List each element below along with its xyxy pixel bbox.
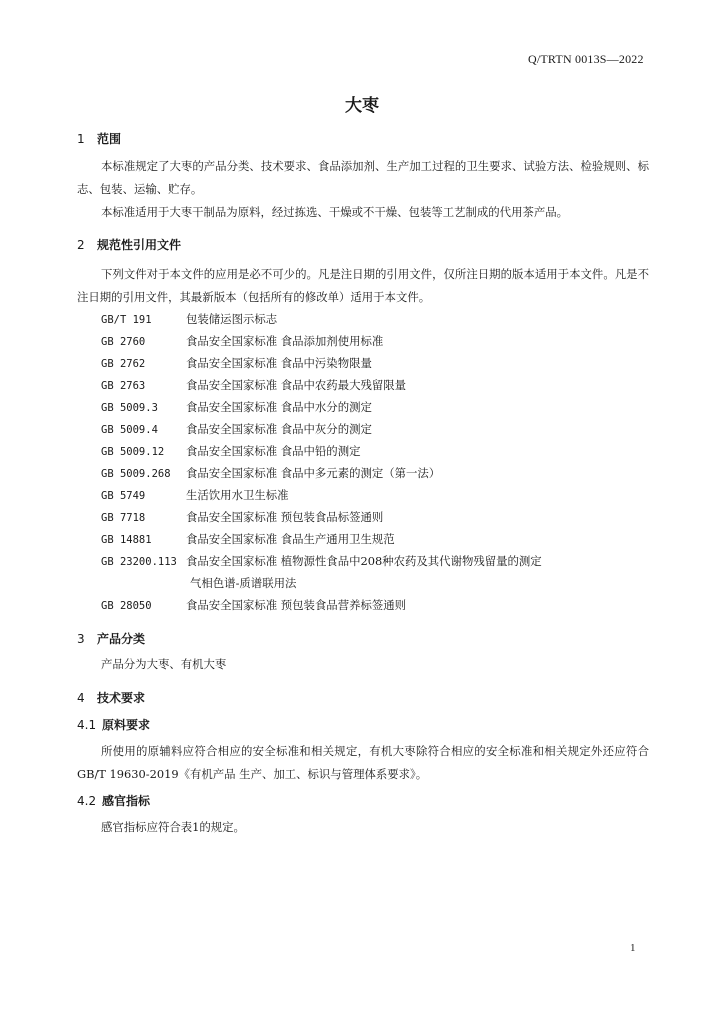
- reference-code: GB/T 191: [101, 314, 152, 326]
- section-title: 技术要求: [97, 691, 146, 705]
- section-number: 2: [77, 238, 85, 252]
- reference-code: GB 5749: [101, 490, 146, 502]
- reference-item: [101, 531, 395, 547]
- section-1-heading: [77, 130, 121, 147]
- paragraph-refs-intro: 下列文件对于本文件的应用是必不可少的。凡是注日期的引用文件，仅所注日期的版本适用于本文件。凡是不注日期的引用文件，其最新版本（包括所有的修改单）适用于本文件。: [77, 267, 649, 304]
- doc-code: Q/TRTN 0013S—2022: [528, 52, 644, 66]
- reference-item: [101, 597, 406, 613]
- paragraph-classification: 产品分为大枣、有机大枣: [101, 657, 227, 671]
- paragraph-scope-1: 本标准规定了大枣的产品分类、技术要求、食品添加剂、生产加工过程的卫生要求、试验方法、检验规则、标志、包装、运输、贮存。: [77, 159, 649, 196]
- reference-item: [101, 553, 542, 569]
- reference-item: [101, 443, 360, 459]
- reference-code: GB 14881: [101, 534, 152, 546]
- reference-item: [101, 421, 372, 437]
- reference-name: 食品安全国家标准 植物源性食品中208种农药及其代谢物残留量的测定: [186, 554, 542, 568]
- reference-name-continued: 气相色谱-质谱联用法: [190, 576, 297, 590]
- section-title: 感官指标: [102, 794, 151, 808]
- section-number: 3: [77, 632, 85, 646]
- section-number: 4: [77, 691, 85, 705]
- section-title: 范围: [97, 132, 122, 146]
- page-number: 1: [630, 942, 636, 954]
- reference-code: GB 5009.12: [101, 446, 165, 458]
- reference-name: 食品安全国家标准 预包装食品营养标签通则: [186, 598, 407, 612]
- reference-code: GB 5009.3: [101, 402, 158, 414]
- reference-code: GB 5009.4: [101, 424, 158, 436]
- reference-code: GB 2763: [101, 380, 146, 392]
- reference-code: GB 23200.113: [101, 556, 177, 568]
- reference-item: [101, 509, 383, 525]
- paragraph-raw-material: 所使用的原辅料应符合相应的安全标准和相关规定，有机大枣除符合相应的安全标准和相关规定外还应符合GB/T 19630-2019《有机产品 生产、加工、标识与管理体系要求》。: [77, 744, 649, 781]
- reference-item: [101, 377, 406, 393]
- reference-code: GB 2762: [101, 358, 146, 370]
- reference-item: [101, 487, 289, 503]
- section-number: 4.2: [77, 794, 97, 808]
- section-4-1-heading: [77, 716, 150, 733]
- reference-name: 食品安全国家标准 食品中污染物限量: [186, 356, 372, 370]
- section-number: 4.1: [77, 718, 97, 732]
- reference-name: 生活饮用水卫生标准: [186, 488, 289, 502]
- section-3-heading: [77, 630, 145, 647]
- reference-name: 食品安全国家标准 食品中铅的测定: [186, 444, 361, 458]
- reference-name: 食品安全国家标准 食品中多元素的测定（第一法）: [186, 466, 441, 480]
- reference-item: [101, 355, 372, 371]
- reference-name: 食品安全国家标准 食品中灰分的测定: [186, 422, 372, 436]
- reference-code: GB 2760: [101, 336, 146, 348]
- paragraph-sensory: 感官指标应符合表1的规定。: [101, 820, 245, 834]
- reference-item: [101, 399, 372, 415]
- reference-name: 食品安全国家标准 食品添加剂使用标准: [186, 334, 384, 348]
- section-title: 规范性引用文件: [97, 238, 182, 252]
- reference-item: [101, 333, 383, 349]
- section-number: 1: [77, 132, 85, 146]
- doc-title: 大枣: [345, 96, 379, 116]
- reference-name: 食品安全国家标准 食品中农药最大残留限量: [186, 378, 407, 392]
- reference-item: [101, 311, 277, 327]
- section-4-2-heading: [77, 792, 150, 809]
- reference-name: 食品安全国家标准 食品生产通用卫生规范: [186, 532, 395, 546]
- reference-code: GB 28050: [101, 600, 152, 612]
- reference-item: [101, 465, 440, 481]
- section-4-heading: [77, 689, 145, 706]
- reference-name: 包装储运图示标志: [186, 312, 278, 326]
- reference-name: 食品安全国家标准 食品中水分的测定: [186, 400, 372, 414]
- section-title: 原料要求: [102, 718, 151, 732]
- reference-code: GB 7718: [101, 512, 146, 524]
- reference-name: 食品安全国家标准 预包装食品标签通则: [186, 510, 384, 524]
- section-2-heading: [77, 236, 181, 253]
- reference-code: GB 5009.268: [101, 468, 171, 480]
- paragraph-scope-2: 本标准适用于大枣干制品为原料，经过拣选、干燥或不干燥、包装等工艺制成的代用茶产品。: [101, 205, 569, 219]
- section-title: 产品分类: [97, 632, 146, 646]
